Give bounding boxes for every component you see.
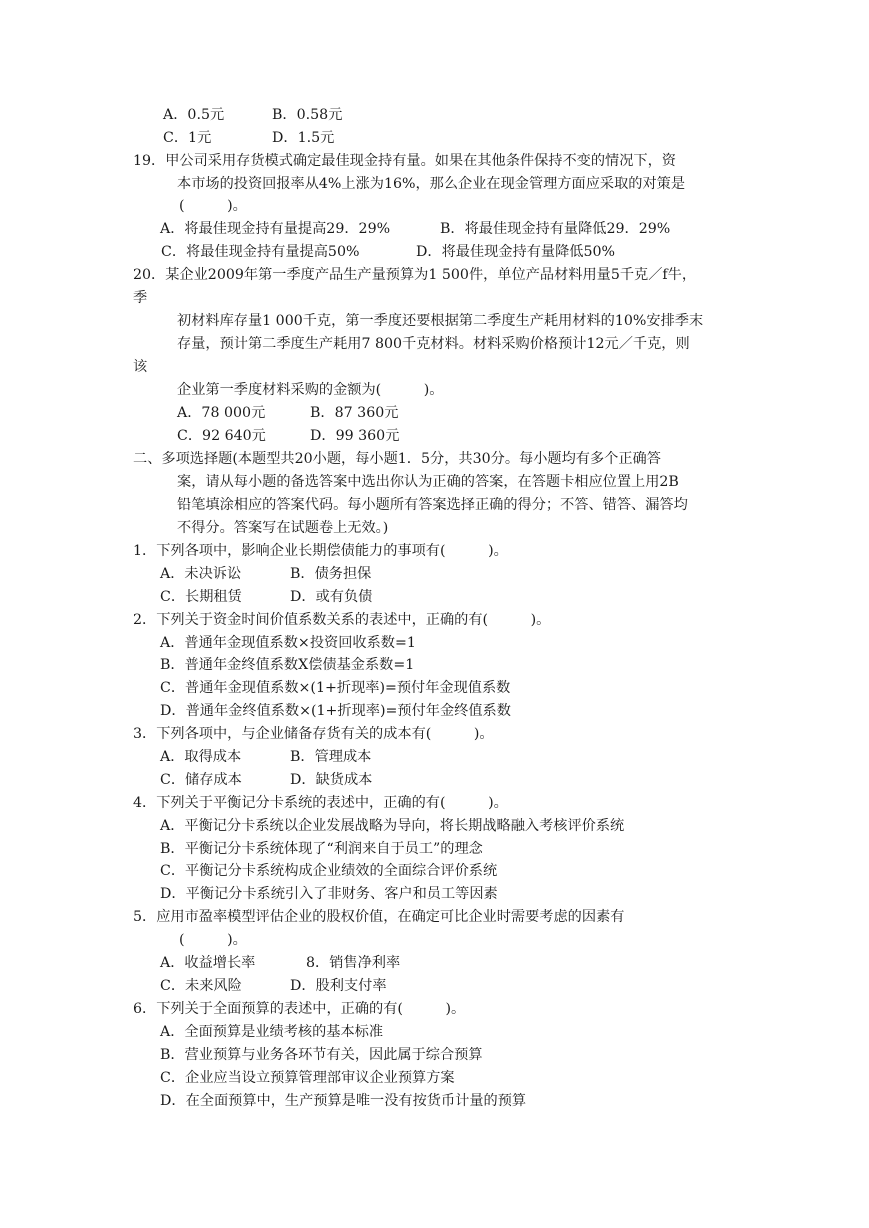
m6-option-c: C．企业应当设立预算管理部审议企业预算方案 [160,1070,455,1086]
m1-stem: 1．下列各项中，影响企业长期偿债能力的事项有( )。 [133,543,508,559]
m3-option-b: B．管理成本 [290,749,372,765]
m3-option-a: A．取得成本 [160,749,242,765]
q20-stem-line2: 初材料库存量1 000千克，第一季度还要根据第二季度生产耗用材料的10%安排季末 [177,313,704,329]
q20-option-c: C．92 640元 [177,428,266,444]
q19-stem-line1: 19．甲公司采用存货模式确定最佳现金持有量。如果在其他条件保持不变的情况下，资 [133,153,676,169]
q20-stem-line1: 20．某企业2009年第一季度产品生产量预算为1 500件，单位产品材料用量5千克／f牛， [133,267,697,283]
m4-option-a: A．平衡记分卡系统以企业发展战略为导向，将长期战略融入考核评价系统 [160,818,625,834]
q19-option-d: D．将最佳现金持有量降低50% [416,244,615,260]
q19-option-c: C．将最佳现金持有量提高50% [161,244,360,260]
q20-stem-line1-wrap: 季 [133,290,148,306]
section-2-line2: 案，请从每小题的备选答案中选出你认为正确的答案，在答题卡相应位置上用2B [177,474,679,490]
m1-option-b: B．债务担保 [290,566,372,582]
section-2-line3: 铅笔填涂相应的答案代码。每小题所有答案选择正确的得分；不答、错答、漏答均 [177,497,688,513]
m4-option-b: B．平衡记分卡系统体现了“利润来自于员工”的理念 [160,841,483,857]
m1-option-a: A．未决诉讼 [160,566,242,582]
m2-option-b: B．普通年金终值系数X偿债基金系数=1 [160,657,415,673]
m1-option-d: D．或有负债 [290,589,373,605]
m4-option-d: D．平衡记分卡系统引入了非财务、客户和员工等因素 [160,886,498,902]
m5-option-d: D．股利支付率 [290,978,387,994]
m2-option-d: D．普通年金终值系数×(1+折现率)=预付年金终值系数 [160,703,511,719]
q20-stem-line3-wrap: 该 [133,359,148,375]
q19-option-a: A．将最佳现金持有量提高29．29% [160,221,391,237]
m5-stem: 5．应用市盈率模型评估企业的股权价值，在确定可比企业时需要考虑的因素有 [133,909,625,925]
m5-option-c: C．未来风险 [160,978,242,994]
m4-option-c: C．平衡记分卡系统构成企业绩效的全面综合评价系统 [160,863,498,879]
m1-option-c: C．长期租赁 [160,589,242,605]
m5-option-b: 8．销售净利率 [306,955,401,971]
m4-stem: 4．下列关于平衡记分卡系统的表述中，正确的有( )。 [133,795,508,811]
m2-stem: 2．下列关于资金时间价值系数关系的表述中，正确的有( )。 [133,612,551,628]
q18-option-a: A．0.5元 [163,107,225,123]
q18-option-c: C．1元 [163,130,212,146]
q18-option-b: B．0.58元 [272,107,343,123]
section-2-line4: 不得分。答案写在试题卷上无效。) [177,520,389,536]
m3-option-c: C．储存成本 [160,772,242,788]
q20-option-a: A．78 000元 [177,405,266,421]
q20-option-b: B．87 360元 [310,405,399,421]
m5-stem-line2: ( )。 [179,932,247,948]
m5-option-a: A．收益增长率 [160,955,256,971]
m3-option-d: D．缺货成本 [290,772,373,788]
section-2-line1: 二、多项选择题(本题型共20小题，每小题1．5分，共30分。每小题均有多个正确答 [133,451,661,467]
m2-option-a: A．普通年金现值系数×投资回收系数=1 [160,635,416,651]
q18-option-d: D．1.5元 [272,130,335,146]
m3-stem: 3．下列各项中，与企业储备存货有关的成本有( )。 [133,726,494,742]
q19-stem-line2: 本市场的投资回报率从4%上涨为16%，那么企业在现金管理方面应采取的对策是 [177,176,686,192]
q19-stem-line3: ( )。 [179,198,247,214]
q20-option-d: D．99 360元 [310,428,400,444]
q20-stem-line3: 存量，预计第二季度生产耗用7 800千克材料。材料采购价格预计12元／千克，则 [177,336,690,352]
m6-option-b: B．营业预算与业务各环节有关，因此属于综合预算 [160,1047,483,1063]
m2-option-c: C．普通年金现值系数×(1+折现率)=预付年金现值系数 [160,680,511,696]
m6-option-d: D．在全面预算中，生产预算是唯一没有按货币计量的预算 [160,1093,527,1109]
m6-stem: 6．下列关于全面预算的表述中，正确的有( )。 [133,1001,466,1017]
q20-stem-line4: 企业第一季度材料采购的金额为( )。 [177,382,444,398]
q19-option-b: B．将最佳现金持有量降低29．29% [440,221,671,237]
m6-option-a: A．全面预算是业绩考核的基本标准 [160,1024,384,1040]
